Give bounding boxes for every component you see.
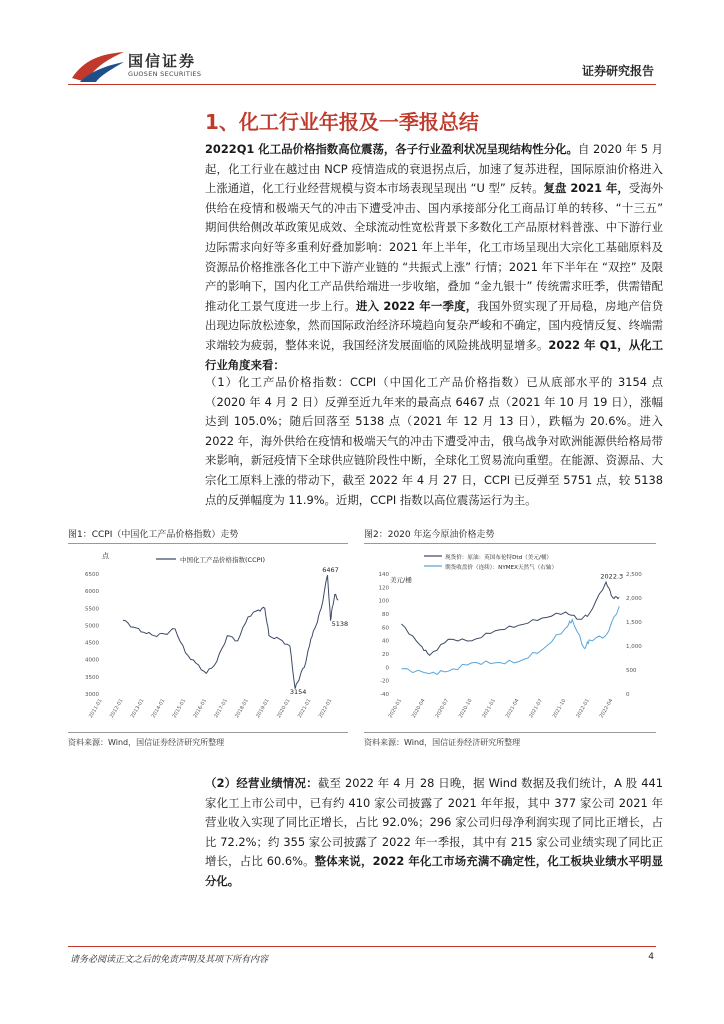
x-tick-label: 2021-01: [296, 698, 313, 720]
y-left-tick-label: 140: [378, 572, 389, 578]
x-tick-label: 2021-07: [528, 698, 544, 720]
y-axis-unit: 点: [102, 552, 109, 560]
x-tick-label: 2018-01: [234, 698, 250, 720]
annotation-pullback: 5138: [331, 620, 348, 629]
y-tick-label: 3500: [85, 674, 99, 681]
y-left-tick-label: 0: [385, 665, 389, 672]
y-left-tick-label: 100: [378, 598, 389, 605]
crude-oil-line-chart: [364, 544, 656, 732]
figure-2-title: 图2：2020 年迄今原油价格走势: [364, 527, 656, 544]
x-tick-label: 2020-01: [387, 698, 404, 720]
y-tick-label: 6500: [85, 572, 99, 578]
y-right-tick-label: 500: [626, 668, 637, 674]
y-right-tick-label: 2,000: [626, 596, 642, 602]
logo-name-en: GUOSEN SECURITIES: [128, 70, 202, 78]
y-tick-label: 5500: [85, 606, 99, 613]
legend-label: 中国化工产品价格指数(CCPI): [180, 556, 265, 564]
x-tick-label: 2011-01: [88, 698, 104, 720]
x-tick-label: 2017-01: [213, 698, 229, 720]
y-right-tick-label: 1,500: [626, 620, 642, 626]
x-tick-label: 2022-01: [317, 698, 334, 720]
logo-name: 国信证券: [128, 52, 197, 70]
performance-conclusion: 整体来说，2022 年化工市场充满不确定性，化工板块业绩水平明显分化。: [205, 854, 663, 888]
legend-label-gas: 期货收盘价（连续）：NYMEX天然气（右轴）: [445, 565, 558, 571]
x-tick-label: 2021-01: [481, 698, 497, 720]
y-left-tick-label: -40: [380, 692, 389, 698]
summary-lead: 2022Q1 化工品价格指数高位震荡，各子行业盈利状况呈现结构性分化。: [205, 142, 578, 156]
summary-text-2: 受海外供给在疫情和极端天气的冲击下遭受冲击、国内承接部分化工商品订单的转移、“十三五” 期间供给侧改革政策见成效、全球流动性宽松背景下多数化工产品原材料普涨、中下游行业边际需求向好等多重利好叠加影响：2021 年上半年，化工市场呈现出大宗化工基础原料及资源品价格推涨各化工中下游产业链的 “共振式上涨” 行情；2021 年下半年在 “双控” 及限产的影响下，国内化工产品供给端进一步收缩，叠加 “金九银十” 传统需求旺季，供需错配推动化工景气度进一步上行。: [205, 181, 663, 313]
ccpi-line-chart: [68, 544, 348, 732]
summary-bold-2022q1: 进入 2022 年一季度，: [355, 298, 478, 313]
figure-2-source: 资料来源：Wind，国信证券经济研究所整理: [364, 738, 521, 747]
summary-bold-2021: 复盘 2021 年，: [543, 181, 629, 196]
x-tick-label: 2014-01: [150, 698, 167, 720]
x-tick-label: 2013-01: [129, 698, 146, 720]
ccpi-series-line: [123, 575, 338, 689]
x-tick-label: 2021-04: [504, 698, 521, 720]
y-left-tick-label: 80: [382, 612, 389, 618]
paragraph-performance: [205, 774, 663, 892]
x-tick-label: 2020-10: [457, 698, 474, 720]
page-header: [0, 0, 724, 90]
y-tick-label: 5000: [85, 623, 99, 630]
paragraph-summary: [205, 140, 663, 375]
x-tick-label: 2020-01: [275, 698, 292, 720]
annotation-peak: 6467: [322, 565, 339, 574]
figure-crude-oil: [364, 527, 656, 748]
y-tick-label: 6000: [85, 589, 99, 596]
x-tick-label: 2016-01: [192, 698, 209, 720]
x-tick-label: 2021-10: [551, 698, 568, 720]
y-left-tick-label: -20: [380, 678, 389, 685]
x-tick-label: 2019-01: [255, 698, 271, 720]
section-title: 1、化工行业年报及一季报总结: [205, 110, 479, 134]
guosen-logo-icon: [70, 48, 126, 84]
y-left-tick-label: 20: [382, 652, 389, 658]
page-number: 4: [648, 952, 654, 962]
y-tick-label: 4500: [85, 640, 99, 647]
report-type-label: 证券研究报告: [581, 64, 654, 78]
x-tick-label: 2022-04: [598, 698, 615, 720]
y-right-tick-label: 0: [626, 692, 630, 698]
y-left-tick-label: 60: [382, 625, 389, 632]
y-right-tick-label: 2,500: [626, 572, 642, 578]
y-tick-label: 4000: [85, 657, 99, 664]
y-axis-unit: 美元/桶: [390, 576, 412, 584]
paragraph-ccpi: （1）化工产品价格指数：CCPI（中国化工产品价格指数）已从底部水平的 3154 点（2020 年 4 月 2 日）反弹至近九年来的最高点 6467 点（2021 年 10 月 19 日），涨幅达到 105.0%；随后回落至 5138 点（2021 年 12 月 13 日），跌幅为 20.6%。进入 2022 年，海外供给在疫情和极端天气的冲击下遭受冲击，俄乌战争对欧洲能源供给格局带来影响，新冠疫情下全球供应链阶段性中断，全球化工贸易流向重塑。在能源、资源品、大宗化工原料上涨的带动下，截至 2022 年 4 月 27 日，CCPI 已反弹至 5751 点，较 5138 点的反弹幅度为 11.9%。近期，CCPI 指数以高位震荡运行为主。: [205, 375, 663, 507]
y-tick-label: 3000: [85, 692, 99, 698]
figure-1-title: 图1：CCPI（中国化工产品价格指数）走势: [68, 527, 348, 544]
performance-lead: （2）经营业绩情况：: [205, 776, 318, 790]
annotation-bottom: 3154: [289, 688, 307, 696]
legend-label-brent: 现货价：原油：英国布伦特Dtd（美元/桶）: [445, 555, 553, 561]
performance-text: 截至 2022 年 4 月 28 日晚，据 Wind 数据及我们统计，A 股 441 家化工上市公司中，已有约 410 家公司披露了 2021 年年报，其中 377 家公司 2021 年营业收入实现了同比正增长，占比 92.0%；296 家公司归母净利润实现了同比正增长，占比 72.2%；约 355 家公司披露了 2022 年一季报，其中有 215 家公司业绩实现了同比正增长，占比 60.6%。: [205, 776, 663, 869]
x-tick-label: 2020-07: [434, 698, 451, 720]
annotation-2022-3: 2022.3: [600, 572, 624, 581]
y-left-tick-label: 40: [382, 638, 389, 645]
footer-divider: [68, 946, 656, 947]
figure-1-source: 资料来源：Wind，国信证券经济研究所整理: [68, 738, 225, 747]
summary-text-3: 我国外贸实现了开局稳，房地产信贷出现边际放松迹象，然而国际政治经济环境趋向复杂严峻和不确定，国内疫情反复、终端需求端较为疲弱，整体来说，我国经济发展面临的风险挑战明显增多。: [205, 298, 663, 352]
x-tick-label: 2012-01: [108, 698, 125, 720]
x-tick-label: 2015-01: [171, 698, 188, 720]
summary-bold-conclusion: 2022 年 Q1，从化工行业角度来看：: [205, 337, 663, 372]
x-tick-label: 2022-01: [575, 698, 591, 720]
figure-ccpi: [68, 527, 348, 748]
y-left-tick-label: 120: [378, 585, 389, 592]
x-tick-label: 2020-04: [410, 698, 427, 720]
disclaimer-note: 请务必阅读正文之后的免责声明及其项下所有内容: [70, 955, 269, 965]
summary-text-1: 自 2020 年 5 月起，化工行业在越过由 NCP 疫情造成的衰退拐点后，加速了复苏进程，国际原油价格进入上涨通道，化工行业经营规模与资本市场表现呈现出 “U 型” 反转。: [205, 142, 664, 196]
header-divider: [68, 84, 656, 85]
y-right-tick-label: 1,000: [626, 644, 642, 650]
natural-gas-series-line: [401, 606, 619, 674]
